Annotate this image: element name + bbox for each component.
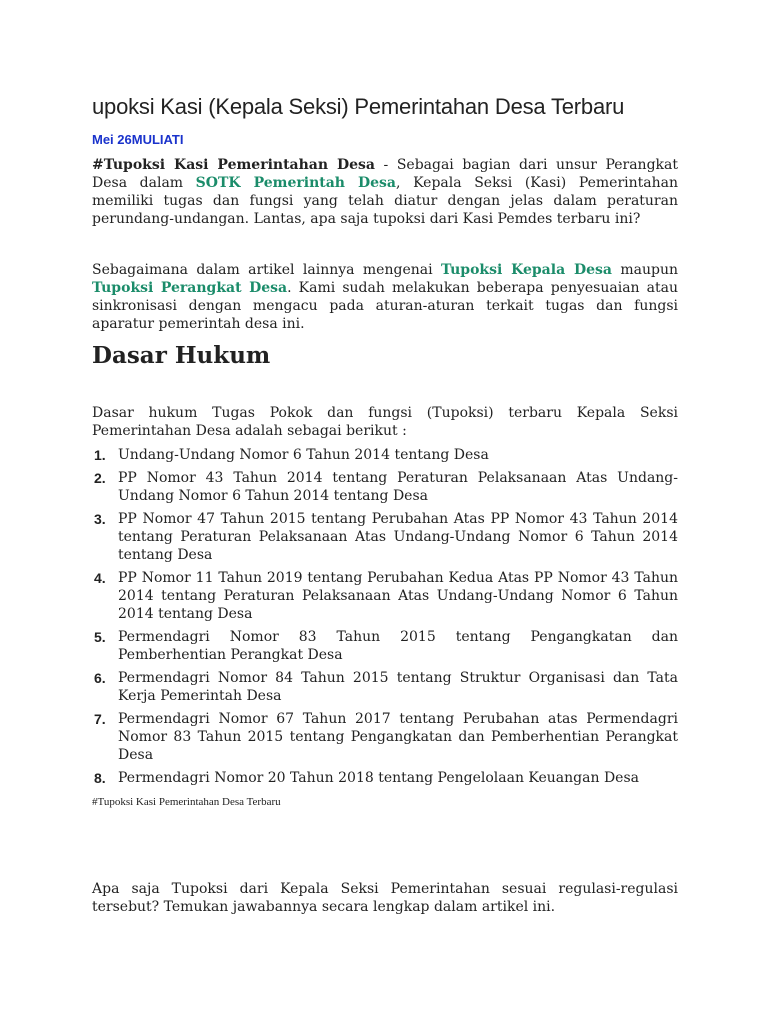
second-text-3: . Kami sudah melakukan beberapa penyesuaian atau sinkronisasi dengan mengacu pada aturan-aturan terkait tugas dan fungsi aparatur pemerintah desa ini. xyxy=(92,280,678,332)
second-text-2: maupun xyxy=(611,262,678,278)
link-sotk-pemerintah-desa[interactable]: SOTK Pemerintah Desa xyxy=(195,175,397,191)
closing-paragraph: Apa saja Tupoksi dari Kepala Seksi Pemerintahan sesuai regulasi-regulasi tersebut? Temukan jawabannya secara lengkap dalam artikel ini. xyxy=(92,881,678,915)
second-text-1: Sebagaimana dalam artikel lainnya mengenai xyxy=(92,262,441,278)
list-item-text: Permendagri Nomor 84 Tahun 2015 tentang Struktur Organisasi dan Tata Kerja Pemerintah Desa xyxy=(118,670,678,704)
list-item-text: PP Nomor 47 Tahun 2015 tentang Perubahan Atas PP Nomor 43 Tahun 2014 tentang Peraturan Pelaksanaan Atas Undang-Undang Nomor 6 Tahun 2014 tentang Desa xyxy=(118,511,678,563)
intro-text-2: , Kepala Seksi (Kasi) Pemerintahan memiliki tugas dan fungsi yang telah diatur dengan jelas dalam peraturan perundang-undangan. Lantas, apa saja tupoksi dari Kasi Pemdes terbaru ini? xyxy=(92,175,678,227)
list-item xyxy=(92,769,678,787)
list-number: 2. xyxy=(94,470,106,486)
list-number: 6. xyxy=(94,670,106,686)
list-item-text: PP Nomor 43 Tahun 2014 tentang Peraturan Pelaksanaan Atas Undang-Undang Nomor 6 Tahun 2014 tentang Desa xyxy=(118,470,678,504)
list-item-text: Permendagri Nomor 20 Tahun 2018 tentang Pengelolaan Keuangan Desa xyxy=(118,770,639,786)
legal-basis-list xyxy=(92,446,678,792)
list-item-text: Permendagri Nomor 67 Tahun 2017 tentang Perubahan atas Permendagri Nomor 83 Tahun 2015 tentang Pengangkatan dan Pemberhentian Perangkat Desa xyxy=(118,711,678,763)
post-meta: Mei 26MULIATI xyxy=(92,132,184,147)
list-item-text: Undang-Undang Nomor 6 Tahun 2014 tentang Desa xyxy=(118,447,489,463)
intro-paragraph xyxy=(92,156,678,228)
intro-text-1: - Sebagai bagian dari unsur Perangkat Desa dalam xyxy=(92,157,678,191)
list-number: 7. xyxy=(94,711,106,727)
article-title: upoksi Kasi (Kepala Seksi) Pemerintahan Desa Terbaru xyxy=(92,94,625,119)
legal-intro-paragraph: Dasar hukum Tugas Pokok dan fungsi (Tupoksi) terbaru Kepala Seksi Pemerintahan Desa adalah sebagai berikut : xyxy=(92,405,678,439)
link-tupoksi-perangkat-desa[interactable]: Tupoksi Perangkat Desa xyxy=(92,280,288,296)
list-number: 1. xyxy=(94,447,106,463)
list-item-text: PP Nomor 11 Tahun 2019 tentang Perubahan Kedua Atas PP Nomor 43 Tahun 2014 tentang Peraturan Pelaksanaan Atas Undang-Undang Nomor 6 Tahun 2014 tentang Desa xyxy=(118,570,678,622)
list-item xyxy=(92,710,678,764)
list-item-text: Permendagri Nomor 83 Tahun 2015 tentang Pengangkatan dan Pemberhentian Perangkat Desa xyxy=(118,629,678,663)
list-item xyxy=(92,628,678,664)
list-number: 3. xyxy=(94,511,106,527)
list-number: 5. xyxy=(94,629,106,645)
list-item xyxy=(92,446,678,464)
link-tupoksi-kepala-desa[interactable]: Tupoksi Kepala Desa xyxy=(440,262,612,278)
list-item xyxy=(92,569,678,623)
list-number: 4. xyxy=(94,570,106,586)
list-item xyxy=(92,510,678,564)
list-item xyxy=(92,469,678,505)
image-caption: #Tupoksi Kasi Pemerintahan Desa Terbaru xyxy=(92,796,281,808)
intro-hashtag: #Tupoksi Kasi Pemerintahan Desa xyxy=(92,157,376,173)
second-paragraph xyxy=(92,261,678,333)
list-item xyxy=(92,669,678,705)
list-number: 8. xyxy=(94,770,106,786)
section-heading-dasar-hukum: Dasar Hukum xyxy=(92,342,271,369)
